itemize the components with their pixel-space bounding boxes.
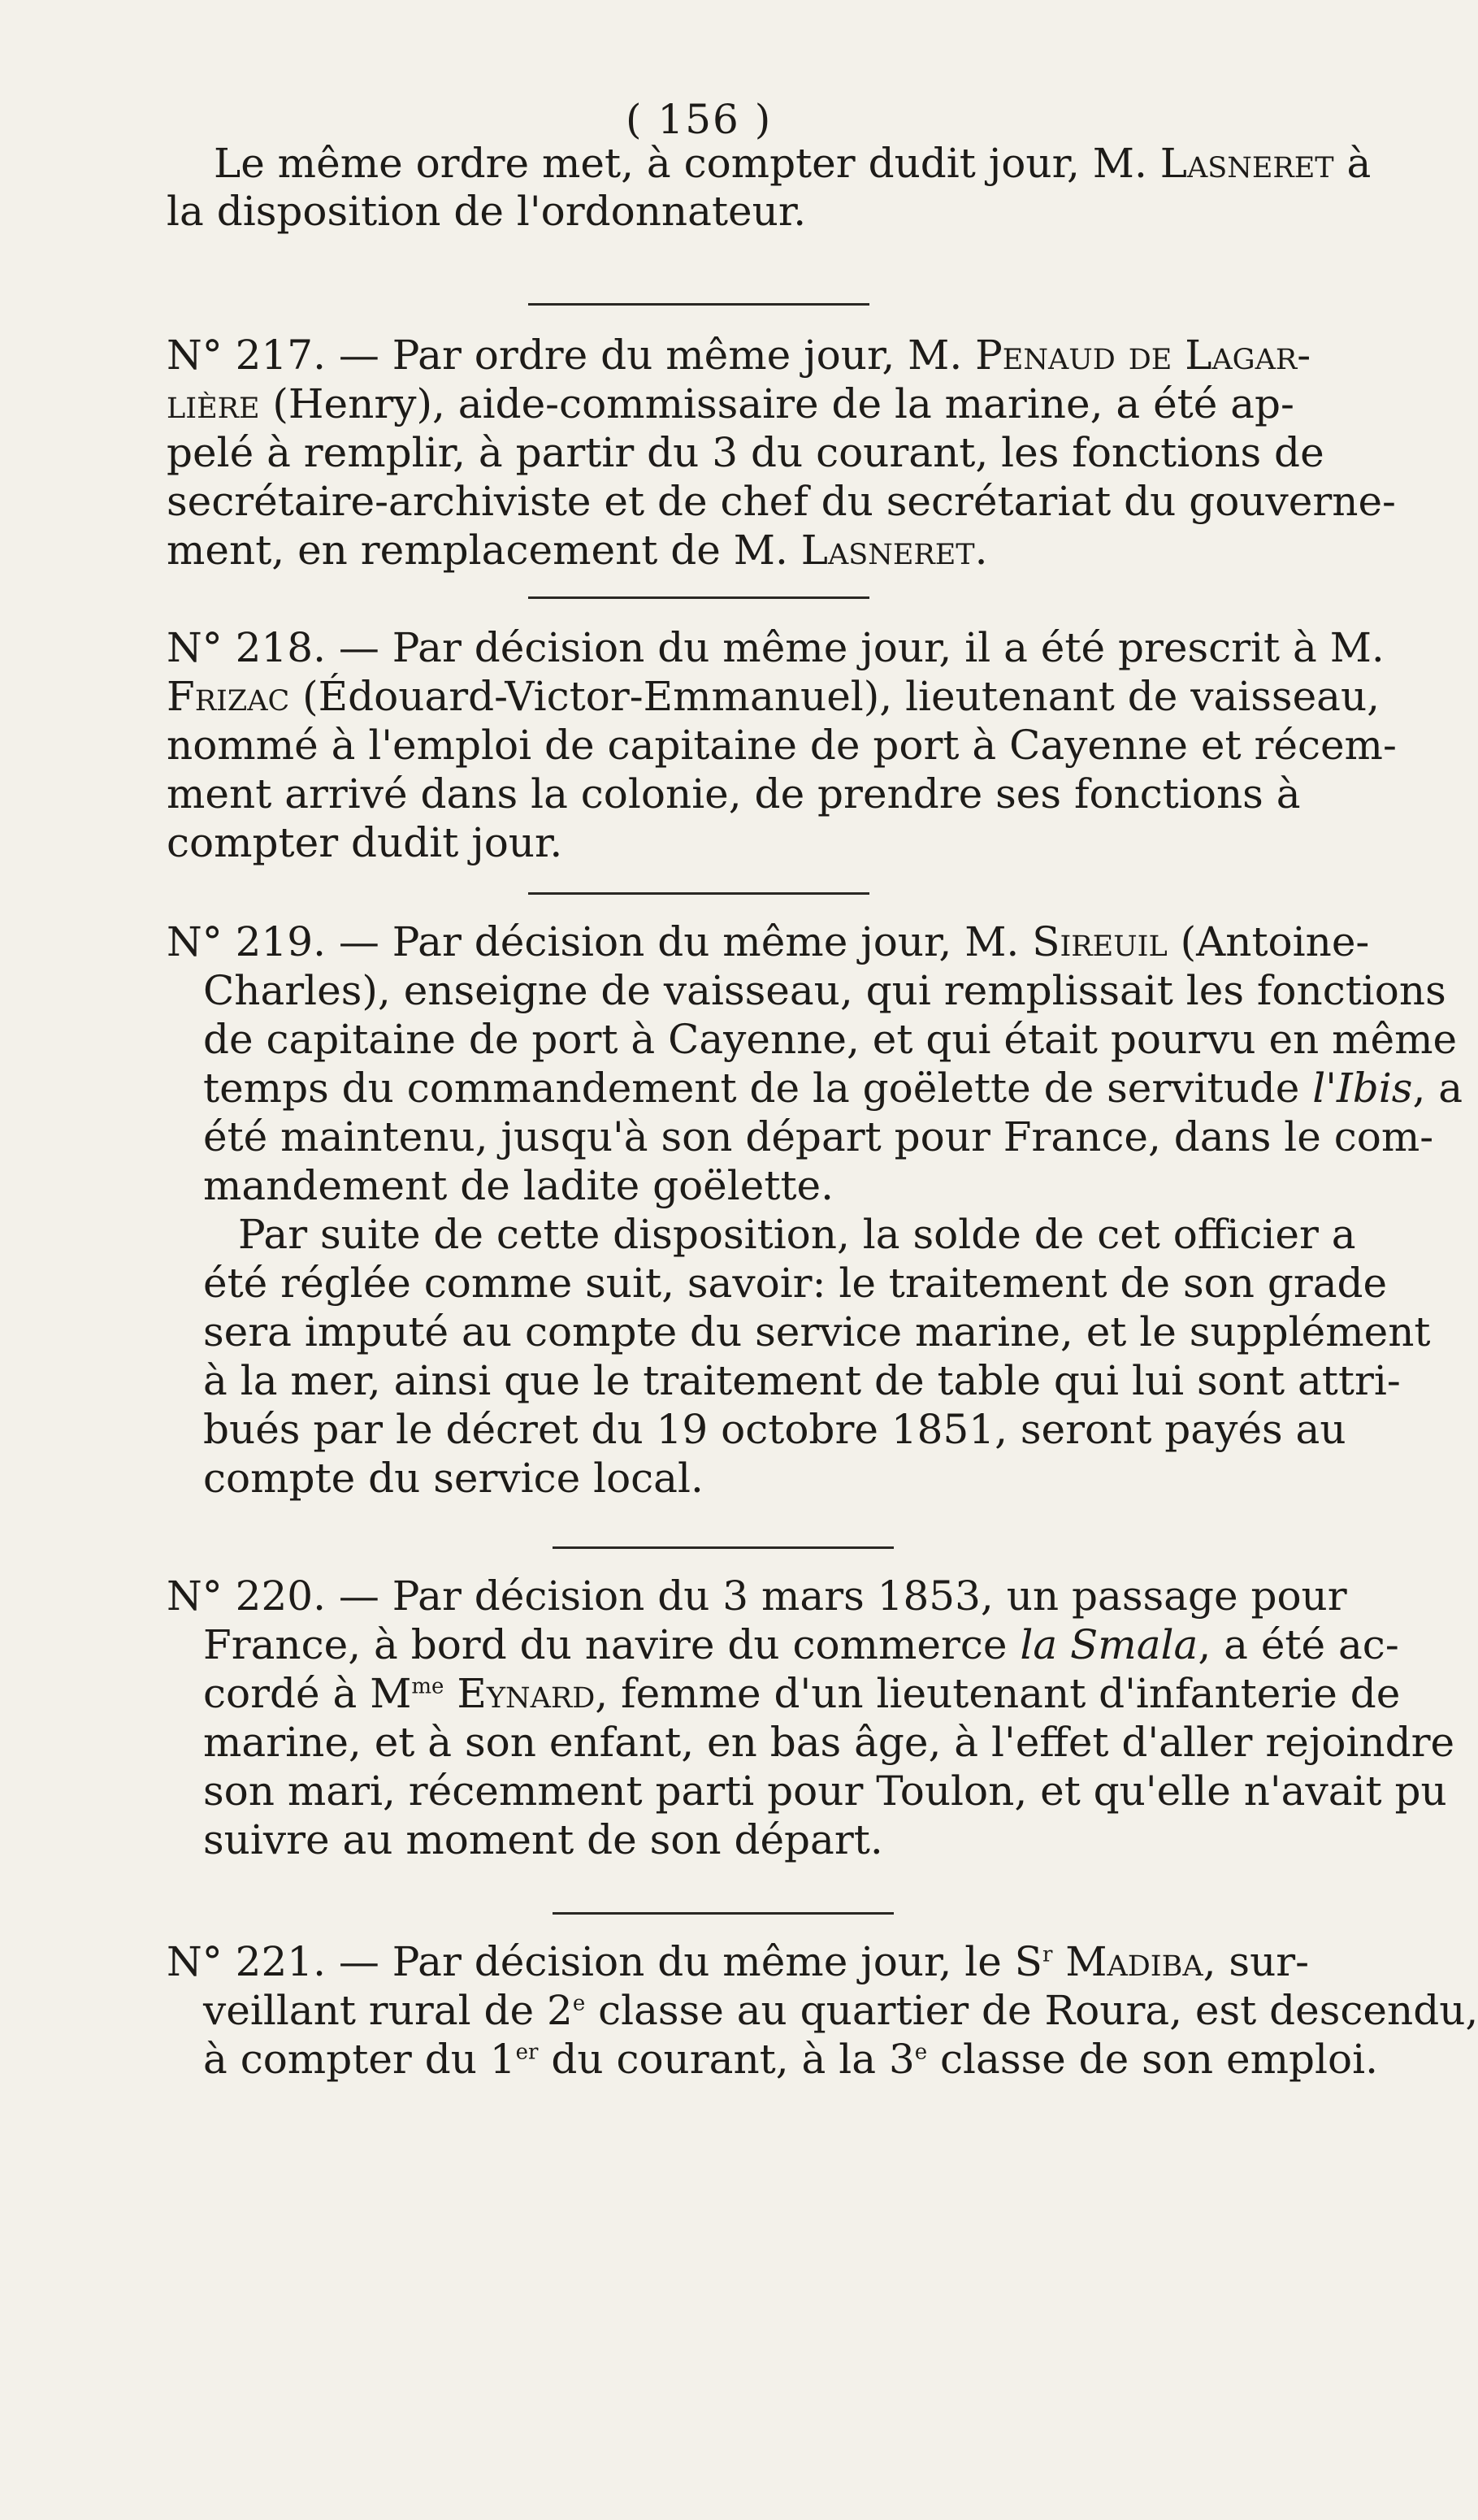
separator-rule: [553, 1546, 894, 1549]
paragraph-220-line-3: cordé à $M^{me}$ Eynard, femme d'un lieutenant d'infanterie de: [203, 1670, 1401, 1717]
paragraph-219-line-3: de capitaine de port à Cayenne, et qui était pourvu en même: [203, 1016, 1458, 1063]
page-number: ( 156 ): [626, 96, 773, 143]
paragraph-219-line-4: temps du commandement de la goëlette de servitude l'Ibis, a: [203, 1065, 1463, 1112]
paragraph-217-line-1: N° 217. — Par ordre du même jour, M. Penaud de Lagar-: [167, 332, 1311, 379]
paragraph-217-line-4: secrétaire-archiviste et de chef du secrétariat du gouverne-: [167, 478, 1396, 525]
paragraph-220-line-1: N° 220. — Par décision du 3 mars 1853, un passage pour: [167, 1572, 1347, 1620]
paragraph-221-line-3: à compter du 1er du courant, à la 3e classe de son emploi.: [203, 2036, 1378, 2083]
separator-rule: [528, 303, 869, 306]
paragraph-218-line-4: ment arrivé dans la colonie, de prendre ses fonctions à: [167, 770, 1301, 818]
paragraph-219-line-9: sera imputé au compte du service marine, et le supplément: [203, 1308, 1431, 1355]
paragraph-219-line-8: été réglée comme suit, savoir: le traitement de son grade: [203, 1260, 1388, 1307]
paragraph-220-line-4: marine, et à son enfant, en bas âge, à l'effet d'aller rejoindre: [203, 1719, 1455, 1766]
paragraph-221-line-2: veillant rural de 2e classe au quartier de Roura, est descendu,: [203, 1987, 1478, 2034]
separator-rule: [528, 892, 869, 895]
paragraph-219-line-1: N° 219. — Par décision du même jour, M. Sireuil (Antoine-: [167, 918, 1370, 965]
paragraph-219-line-5: été maintenu, jusqu'à son départ pour France, dans le com-: [203, 1113, 1434, 1160]
separator-rule: [528, 596, 869, 599]
paragraph-220-line-2: France, à bord du navire du commerce la Smala, a été ac-: [203, 1621, 1399, 1668]
paragraph-218-line-2: Frizac (Édouard-Victor-Emmanuel), lieutenant de vaisseau,: [167, 673, 1380, 720]
paragraph-219-line-2: Charles), enseigne de vaisseau, qui remplissait les fonctions: [203, 967, 1446, 1014]
separator-rule: [553, 1912, 894, 1915]
paragraph-219-line-12: compte du service local.: [203, 1455, 704, 1502]
paragraph-219-line-11: bués par le décret du 19 octobre 1851, seront payés au: [203, 1406, 1346, 1453]
paragraph-217-line-3: pelé à remplir, à partir du 3 du courant, les fonctions de: [167, 429, 1324, 476]
paragraph-217-line-2: lière (Henry), aide-commissaire de la marine, a été ap-: [167, 380, 1294, 427]
paragraph-218-line-1: N° 218. — Par décision du même jour, il a été prescrit à M.: [167, 624, 1385, 671]
paragraph-220-line-5: son mari, récemment parti pour Toulon, et qu'elle n'avait pu: [203, 1767, 1447, 1815]
paragraph-221-line-1: N° 221. — Par décision du même jour, le $S^r$ Madiba, sur-: [167, 1938, 1310, 1985]
paragraph-219-line-6: mandement de ladite goëlette.: [203, 1162, 834, 1209]
paragraph-218-line-5: compter dudit jour.: [167, 819, 563, 866]
paragraph-219-line-7: Par suite de cette disposition, la solde de cet officier a: [238, 1211, 1356, 1258]
intro-line-2: la disposition de l'ordonnateur.: [167, 188, 807, 235]
intro-line-1: Le même ordre met, à compter dudit jour, M. Lasneret à: [214, 140, 1372, 187]
paragraph-217-line-5: ment, en remplacement de M. Lasneret.: [167, 527, 988, 574]
paragraph-220-line-6: suivre au moment de son départ.: [203, 1816, 883, 1863]
paragraph-219-line-10: à la mer, ainsi que le traitement de table qui lui sont attri-: [203, 1357, 1401, 1404]
paragraph-218-line-3: nommé à l'emploi de capitaine de port à Cayenne et récem-: [167, 722, 1397, 769]
